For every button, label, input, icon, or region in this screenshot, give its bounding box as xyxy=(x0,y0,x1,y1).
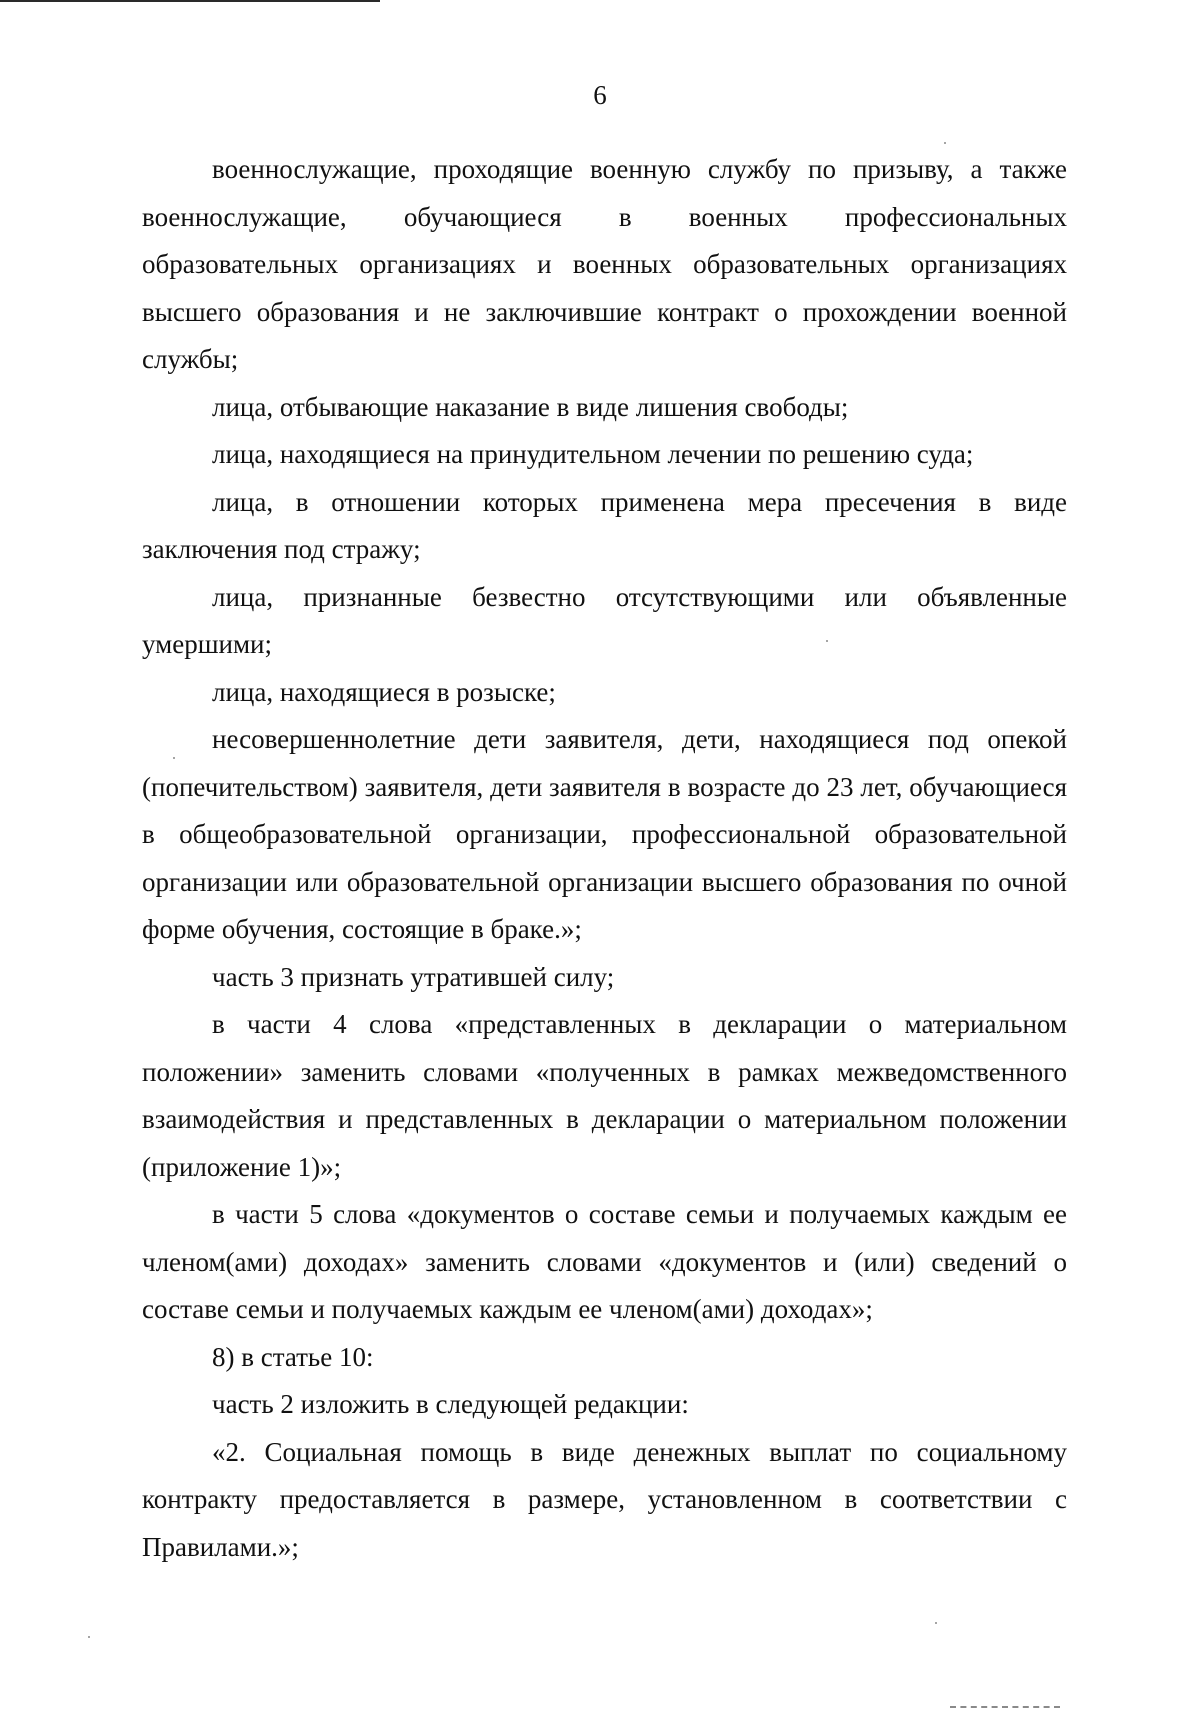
paragraph: лица, отбывающие наказание в виде лишения свободы; xyxy=(212,391,849,422)
paragraph: военнослужащие, проходящие военную службу по призыву, а также военнослужащие, обучающиеся в военных профессиональных образовательных организациях и военных образовательных организациях высшего образования и не заключившие контракт о прохождении военной службы; xyxy=(142,154,1067,374)
paragraph: несовершеннолетние дети заявителя, дети, находящиеся под опекой (попечительством) заявителя, дети заявителя в возрасте до 23 лет, обучающиеся в общеобразовательной организации, профессиональной образовательной организации или образовательной организации высшего образования по очной форме обучения, состоящие в браке.»; xyxy=(142,724,1067,944)
document-body xyxy=(142,146,1067,1571)
paragraph: часть 2 изложить в следующей редакции: xyxy=(212,1389,689,1419)
scan-edge-mark xyxy=(950,1706,1060,1708)
scan-speck xyxy=(944,142,946,144)
paragraph: лица, в отношении которых применена мера пресечения в виде заключения под стражу; xyxy=(142,486,1067,564)
paragraph: «2. Социальная помощь в виде денежных выплат по социальному контракту предоставляется в размере, установленном в соответствии с Правилами.»; xyxy=(142,1436,1067,1562)
paragraph: часть 3 признать утратившей силу; xyxy=(212,961,615,992)
scan-speck xyxy=(935,1622,937,1624)
paragraph: лица, находящиеся в розыске; xyxy=(212,676,556,707)
paragraph: 8) в статье 10: xyxy=(212,1341,374,1372)
scan-edge-mark xyxy=(0,0,380,2)
page-number: 6 xyxy=(593,80,607,110)
scan-speck xyxy=(88,1636,90,1638)
paragraph: в части 5 слова «документов о составе семьи и получаемых каждым ее членом(ами) доходах» заменить словами «документов и (или) сведений о составе семьи и получаемых каждым ее членом(ами) доходах»; xyxy=(142,1199,1067,1324)
paragraph: в части 4 слова «представленных в декларации о материальном положении» заменить словами «полученных в рамках межведомственного взаимодействия и представленных в декларации о материальном положении (приложение 1)»; xyxy=(142,1009,1067,1182)
paragraph: лица, находящиеся на принудительном лечении по решению суда; xyxy=(212,439,974,469)
paragraph: лица, признанные безвестно отсутствующими или объявленные умершими; xyxy=(142,581,1067,659)
